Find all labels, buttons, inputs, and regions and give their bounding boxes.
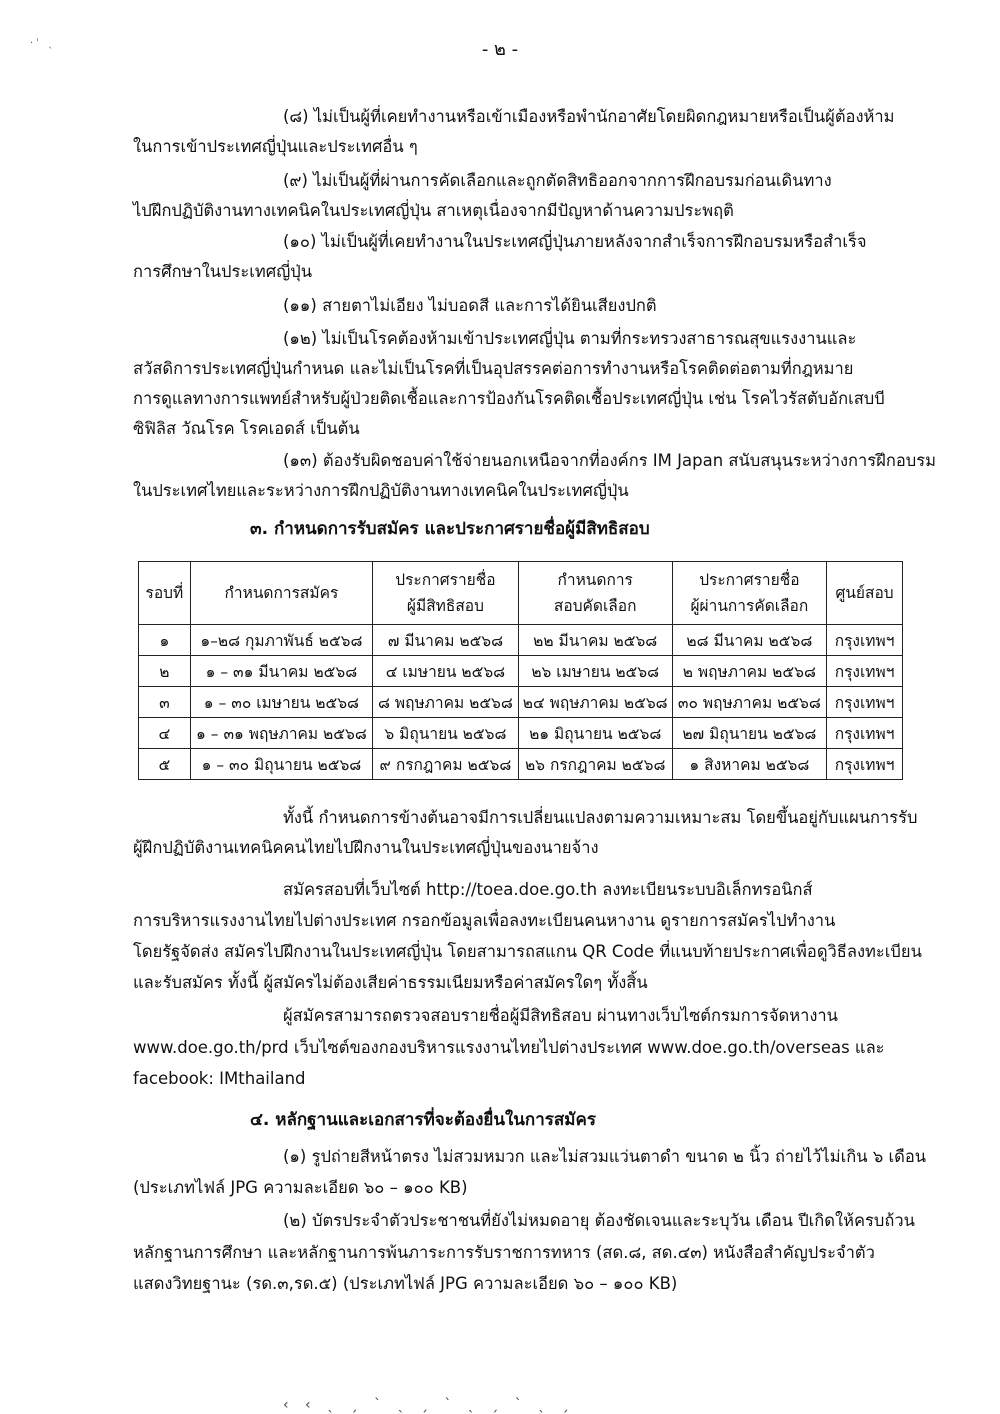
table-row	[139, 656, 903, 687]
qualification-12-line1: (๑๒) ไม่เป็นโรคต้องห้ามเข้าประเทศญี่ปุ่น ตามที่กระทรวงสาธารณสุขแรงงานและ	[283, 329, 857, 348]
check-info-line1: ผู้สมัครสามารถตรวจสอบรายชื่อผู้มีสิทธิสอบ ผ่านทางเว็บไซต์กรมการจัดหางาน	[283, 1006, 838, 1025]
header-apply	[190, 562, 372, 625]
cell-center: กรุงเทพฯ	[827, 625, 903, 656]
cell-center: กรุงเทพฯ	[827, 718, 903, 749]
cell-announce: ๘ พฤษภาคม ๒๕๖๘	[373, 687, 519, 718]
schedule-header-row	[139, 562, 903, 625]
cell-center: กรุงเทพฯ	[827, 687, 903, 718]
cell-exam: ๒๑ มิถุนายน ๒๕๖๘	[518, 718, 672, 749]
scan-specks: ·ˈ ˎ	[30, 38, 69, 49]
header-result-l1: ประกาศรายชื่อ	[699, 571, 800, 589]
section-4-heading: ๔. หลักฐานและเอกสารที่จะต้องยื่นในการสมัคร	[250, 1110, 596, 1130]
cell-exam: ๒๖ เมษายน ๒๕๖๘	[518, 656, 672, 687]
cell-center: กรุงเทพฯ	[827, 656, 903, 687]
cell-announce: ๖ มิถุนายน ๒๕๖๘	[373, 718, 519, 749]
qualification-10-line1: (๑๐) ไม่เป็นผู้ที่เคยทำงานในประเทศญี่ปุ่นภายหลังจากสำเร็จการฝึกอบรมหรือสำเร็จ	[283, 232, 867, 251]
cell-apply: ๑ – ๓๑ พฤษภาคม ๒๕๖๘	[190, 718, 372, 749]
header-exam-l2: สอบคัดเลือก	[553, 597, 637, 615]
header-result-l2: ผู้ผ่านการคัดเลือก	[690, 597, 809, 615]
header-exam	[518, 562, 672, 625]
page-number: - ๒ -	[481, 39, 519, 60]
section-3-heading: ๓. กำหนดการรับสมัคร และประกาศรายชื่อผู้มีสิทธิสอบ	[250, 519, 650, 539]
check-info-line2: www.doe.go.th/prd เว็บไซต์ของกองบริหารแรงงานไทยไปต่างประเทศ www.doe.go.th/overseas และ	[133, 1038, 885, 1057]
apply-info-line3: โดยรัฐจัดส่ง สมัครไปฝึกงานในประเทศญี่ปุ่น โดยสามารถสแกน QR Code ที่แนบท้ายประกาศเพื่อดูวิธีลงทะเบียน	[133, 942, 922, 961]
header-announce	[373, 562, 519, 625]
apply-info-line1: สมัครสอบที่เว็บไซต์ http://toea.doe.go.th ลงทะเบียนระบบอิเล็กทรอนิกส์	[283, 880, 813, 899]
cell-result: ๓๐ พฤษภาคม ๒๕๖๘	[672, 687, 826, 718]
check-info-line3: facebook: IMthailand	[133, 1069, 306, 1088]
cell-round: ๔	[139, 718, 191, 749]
qualification-9-line1: (๙) ไม่เป็นผู้ที่ผ่านการคัดเลือกและถูกตัดสิทธิออกจากการฝึกอบรมก่อนเดินทาง	[283, 171, 832, 190]
cell-announce: ๔ เมษายน ๒๕๖๘	[373, 656, 519, 687]
qualification-12-line3: การดูแลทางการแพทย์สำหรับผู้ป่วยติดเชื้อและการป้องกันโรคติดเชื้อประเทศญี่ปุ่น เช่น โรคไวรัสตับอักเสบบี	[133, 389, 885, 408]
qualification-13-line1: (๑๓) ต้องรับผิดชอบค่าใช้จ่ายนอกเหนือจากที่องค์กร IM Japan สนับสนุนระหว่างการฝึกอบรม	[283, 451, 936, 470]
cell-result: ๒ พฤษภาคม ๒๕๖๘	[672, 656, 826, 687]
header-apply-text: กำหนดการสมัคร	[224, 584, 339, 602]
header-round: รอบที่	[139, 562, 191, 625]
table-row	[139, 718, 903, 749]
cell-apply: ๑ – ๓๑ มีนาคม ๒๕๖๘	[190, 656, 372, 687]
qualification-8-line2: ในการเข้าประเทศญี่ปุ่นและประเทศอื่น ๆ	[133, 137, 418, 156]
cell-announce: ๗ มีนาคม ๒๕๖๘	[373, 625, 519, 656]
cell-result: ๒๗ มิถุนายน ๒๕๖๘	[672, 718, 826, 749]
cell-apply: ๑–๒๘ กุมภาพันธ์ ๒๕๖๘	[190, 625, 372, 656]
schedule-note-line2: ผู้ฝึกปฏิบัติงานเทคนิคคนไทยไปฝึกงานในประเทศญี่ปุ่นของนายจ้าง	[133, 838, 599, 857]
document-2-line2: หลักฐานการศึกษา และหลักฐานการพ้นภาระการรับราชการทหาร (สด.๘, สด.๔๓) หนังสือสำคัญประจำตัว	[133, 1243, 875, 1262]
qualification-10-line2: การศึกษาในประเทศญี่ปุ่น	[133, 262, 313, 281]
qualification-12-line2: สวัสดิการประเทศญี่ปุ่นกำหนด และไม่เป็นโรคที่เป็นอุปสรรคต่อการทำงานหรือโรคติดต่อตามที่กฎหมาย	[133, 359, 854, 378]
qualification-12-line4: ซิฟิลิส วัณโรค โรคเอดส์ เป็นต้น	[133, 419, 360, 438]
schedule-table	[138, 561, 903, 780]
cell-round: ๕	[139, 749, 191, 780]
document-1-line2: (ประเภทไฟล์ JPG ความละเอียด ๖๐ – ๑๐๐ KB)	[133, 1178, 468, 1197]
document-2-line3: แสดงวิทยฐานะ (รด.๓,รด.๕) (ประเภทไฟล์ JPG ความละเอียด ๖๐ – ๑๐๐ KB)	[133, 1274, 678, 1293]
cell-center: กรุงเทพฯ	[827, 749, 903, 780]
cell-exam: ๒๒ มีนาคม ๒๕๖๘	[518, 625, 672, 656]
cell-round: ๑	[139, 625, 191, 656]
cell-result: ๑ สิงหาคม ๒๕๖๘	[672, 749, 826, 780]
table-row	[139, 749, 903, 780]
cell-round: ๒	[139, 656, 191, 687]
qualification-11-line1: (๑๑) สายตาไม่เอียง ไม่บอดสี และการได้ยินเสียงปกติ	[283, 296, 657, 315]
cell-announce: ๙ กรกฎาคม ๒๕๖๘	[373, 749, 519, 780]
document-1-line1: (๑) รูปถ่ายสีหน้าตรง ไม่สวมหมวก และไม่สวมแว่นตาดำ ขนาด ๒ นิ้ว ถ่ายไว้ไม่เกิน ๖ เดือน	[283, 1147, 927, 1166]
table-row	[139, 625, 903, 656]
header-center: ศูนย์สอบ	[827, 562, 903, 625]
document-2-line1: (๒) บัตรประจำตัวประชาชนที่ยังไม่หมดอายุ ต้องชัดเจนและระบุวัน เดือน ปีเกิดให้ครบถ้วน	[283, 1211, 915, 1230]
cell-apply: ๑ – ๓๐ เมษายน ๒๕๖๘	[190, 687, 372, 718]
qualification-8-line1: (๘) ไม่เป็นผู้ที่เคยทำงานหรือเข้าเมืองหรือพำนักอาศัยโดยผิดกฎหมายหรือเป็นผู้ต้องห้าม	[283, 107, 895, 126]
apply-info-line4: และรับสมัคร ทั้งนี้ ผู้สมัครไม่ต้องเสียค่าธรรมเนียมหรือค่าสมัครใดๆ ทั้งสิ้น	[133, 973, 648, 992]
apply-info-line2: การบริหารแรงงานไทยไปต่างประเทศ กรอกข้อมูลเพื่อลงทะเบียนคนหางาน ดูรายการสมัครไปทำงาน	[133, 911, 836, 930]
header-result	[672, 562, 826, 625]
header-exam-l1: กำหนดการ	[557, 571, 633, 589]
cell-exam: ๒๔ พฤษภาคม ๒๕๖๘	[518, 687, 672, 718]
cell-apply: ๑ – ๓๐ มิถุนายน ๒๕๖๘	[190, 749, 372, 780]
qualification-13-line2: ในประเทศไทยและระหว่างการฝึกปฏิบัติงานทางเทคนิคในประเทศญี่ปุ่น	[133, 481, 629, 500]
cell-result: ๒๘ มีนาคม ๒๕๖๘	[672, 625, 826, 656]
qualification-9-line2: ไปฝึกปฏิบัติงานทางเทคนิคในประเทศญี่ปุ่น สาเหตุเนื่องจากมีปัญหาด้านความประพฤติ	[133, 201, 734, 220]
cut-off-next-line: ‹ ‹ ˎ ˏ ˋ ˎ ˏ ˋ ˎ ˏ ˋ ˎ ˏ	[283, 1397, 575, 1413]
cell-round: ๓	[139, 687, 191, 718]
header-announce-l2: ผู้มีสิทธิสอบ	[406, 597, 484, 615]
table-row	[139, 687, 903, 718]
cell-exam: ๒๖ กรกฎาคม ๒๕๖๘	[518, 749, 672, 780]
header-announce-l1: ประกาศรายชื่อ	[395, 571, 496, 589]
schedule-note-line1: ทั้งนี้ กำหนดการข้างต้นอาจมีการเปลี่ยนแปลงตามความเหมาะสม โดยขึ้นอยู่กับแผนการรับ	[283, 808, 918, 827]
